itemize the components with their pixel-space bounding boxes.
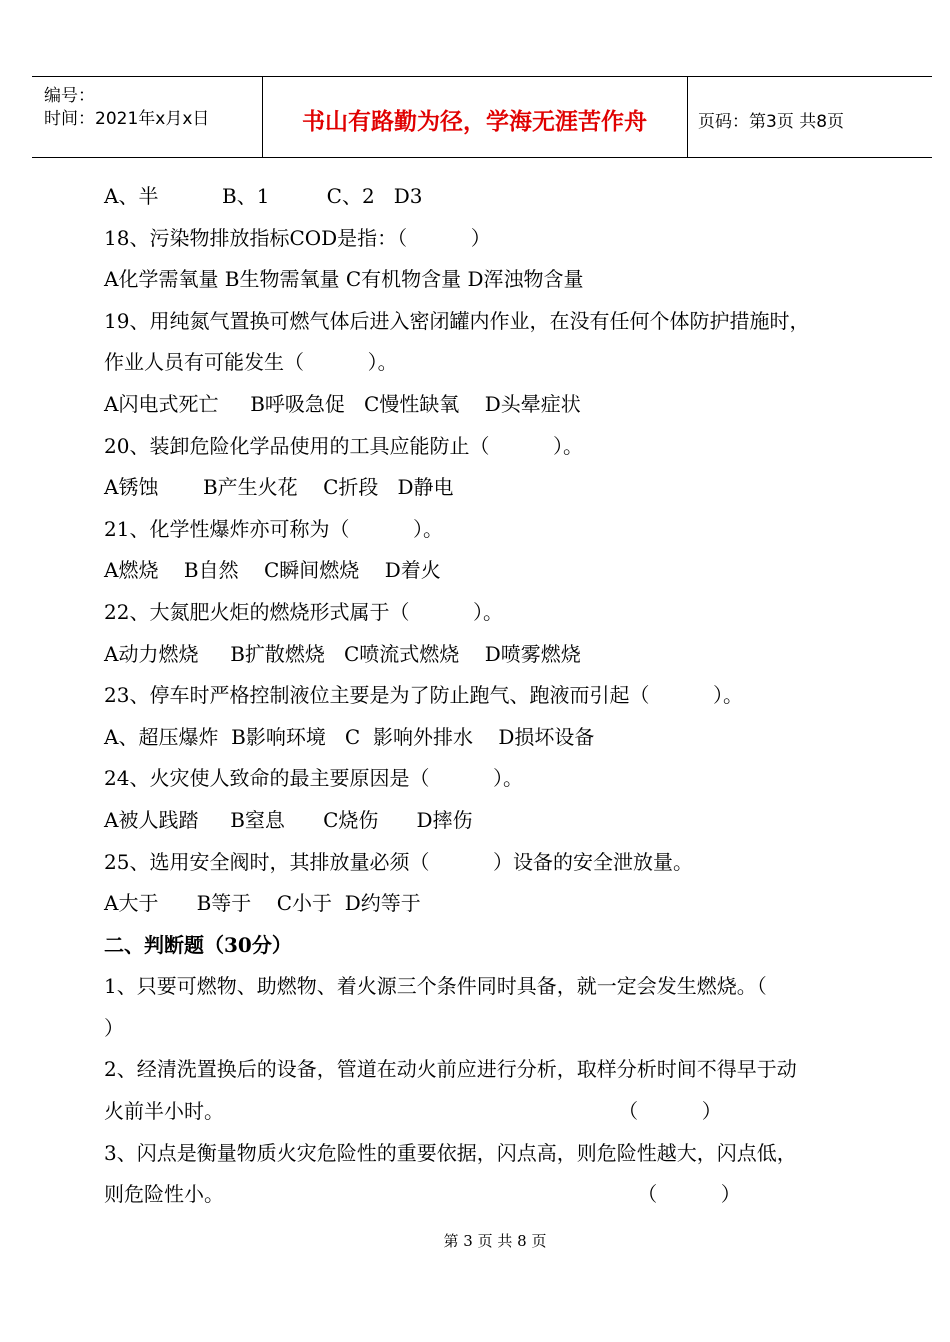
- options-21: A燃烧 B自然 C瞬间燃烧 D着火: [104, 558, 441, 583]
- judge-question-1: 1、只要可燃物、助燃物、着火源三个条件同时具备，就一定会发生燃烧。（: [104, 974, 767, 999]
- judge-question-2: 2、经清洗置换后的设备，管道在动火前应进行分析，取样分析时间不得早于动: [104, 1057, 797, 1082]
- options-19: A闪电式死亡 B呼吸急促 C慢性缺氧 D头晕症状: [104, 391, 581, 416]
- question-21: 21、化学性爆炸亦可称为（ ）。: [104, 516, 444, 541]
- judge-question-3: 3、闪点是衡量物质火灾危险性的重要依据，闪点高，则危险性越大，闪点低，: [104, 1140, 797, 1165]
- header-motto-cell: [262, 77, 688, 157]
- document-time-label: 时间：2021年x月x日: [44, 109, 210, 129]
- page-header: [32, 76, 932, 158]
- judge-question-1-cont: ）: [104, 1015, 124, 1040]
- question-18: 18、污染物排放指标COD是指：（ ）: [104, 225, 491, 250]
- section-heading: 二、判断题（30分）: [104, 932, 292, 957]
- question-22: 22、大氮肥火炬的燃烧形式属于（ ）。: [104, 599, 504, 624]
- options-22: A动力燃烧 B扩散燃烧 C喷流式燃烧 D喷雾燃烧: [104, 641, 581, 666]
- judge-question-3-cont: 则危险性小。 （ ）: [104, 1182, 741, 1207]
- header-page-cell: [688, 77, 932, 157]
- page-footer: 第 3 页 共 8 页: [443, 1232, 547, 1250]
- header-left-cell: [32, 77, 263, 157]
- question-content: [104, 176, 894, 1216]
- question-24: 24、火灾使人致命的最主要原因是（ ）。: [104, 766, 524, 791]
- header-page-info: 页码：第3页 共8页: [698, 112, 845, 132]
- question-19-cont: 作业人员有可能发生（ ）。: [104, 350, 398, 375]
- options-23: A、超压爆炸 B影响环境 C 影响外排水 D损坏设备: [104, 724, 595, 749]
- judge-question-2-cont: 火前半小时。 （ ）: [104, 1099, 722, 1124]
- question-19: 19、用纯氮气置换可燃气体后进入密闭罐内作业，在没有任何个体防护措施时，: [104, 308, 810, 333]
- options-25: A大于 B等于 C小于 D约等于: [104, 891, 421, 916]
- question-20: 20、装卸危险化学品使用的工具应能防止（ ）。: [104, 433, 584, 458]
- document-number-label: 编号：: [44, 86, 95, 106]
- header-motto: 书山有路勤为径，学海无涯苦作舟: [302, 109, 647, 135]
- text-line: A、半 B、1 C、2 D3: [104, 184, 423, 208]
- question-23: 23、停车时严格控制液位主要是为了防止跑气、跑液而引起（ ）。: [104, 683, 744, 708]
- options-18: A化学需氧量 B生物需氧量 C有机物含量 D浑浊物含量: [104, 267, 584, 292]
- options-24: A被人践踏 B窒息 C烧伤 D摔伤: [104, 807, 473, 832]
- options-20: A锈蚀 B产生火花 C折段 D静电: [104, 475, 454, 500]
- question-25: 25、选用安全阀时，其排放量必须（ ）设备的安全泄放量。: [104, 849, 694, 874]
